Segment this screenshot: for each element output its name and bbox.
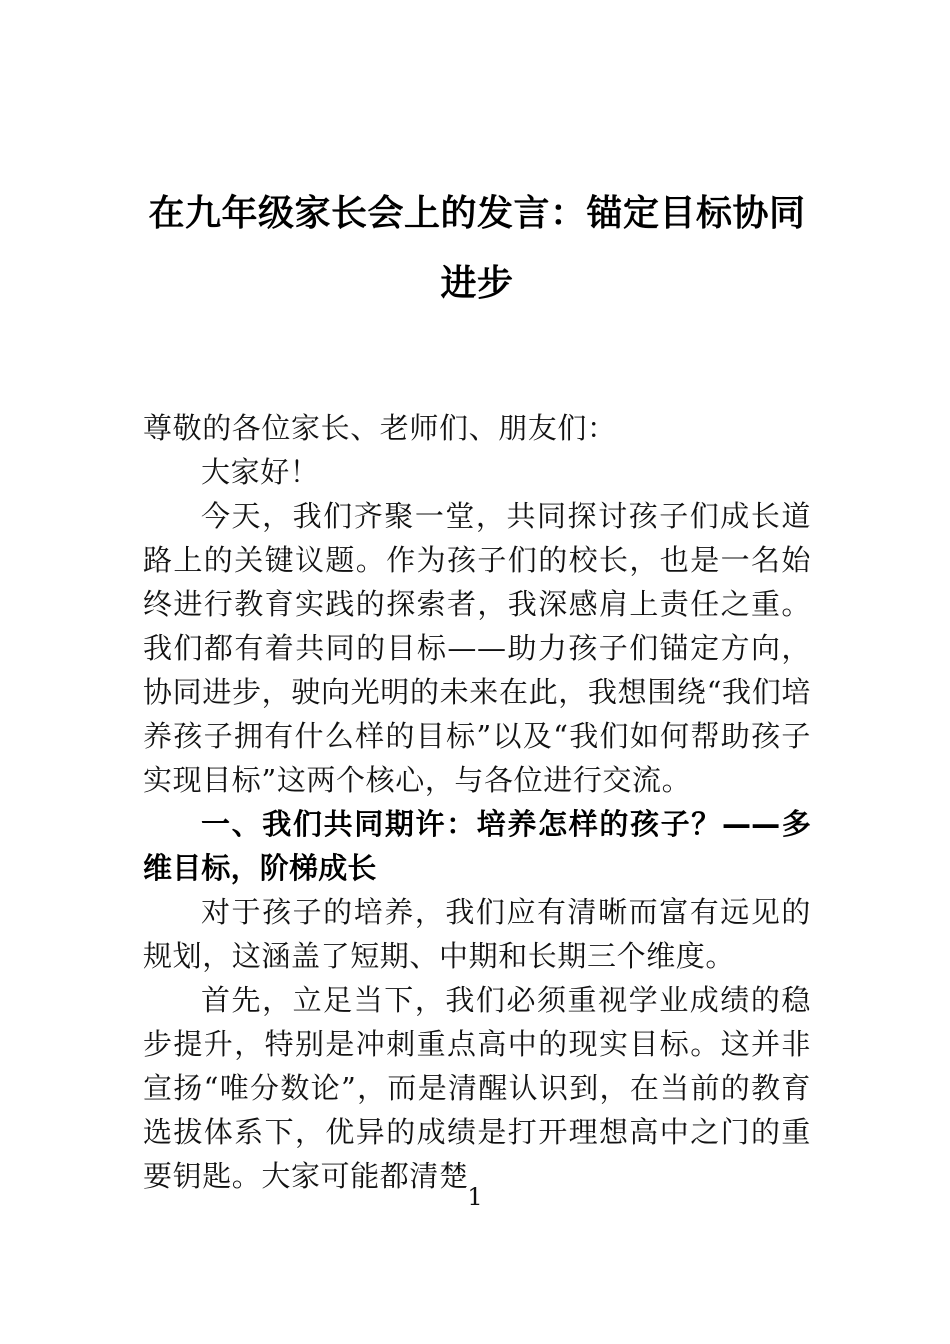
page-title: 在九年级家长会上的发言：锚定目标协同进步 bbox=[148, 192, 806, 304]
paragraph-greeting: 大家好！ bbox=[201, 455, 320, 489]
paragraph-opening: 今天，我们齐聚一堂，共同探讨孩子们成长道路上的关键议题。作为孩子们的校长，也是一名始终进行教育实践的探索者，我深感肩上责任之重。我们都有着共同的目标——助力孩子们锚定方向，协同进步，驶向光明的未来在此，我想围绕“我们培养孩子拥有什么样的目标”以及“我们如何帮助孩子实现目标”这两个核心，与各位进行交流。 bbox=[143, 499, 811, 797]
paragraph-cultivation: 对于孩子的培养，我们应有清晰而富有远见的规划，这涵盖了短期、中期和长期三个维度。 bbox=[143, 895, 811, 973]
document-body bbox=[143, 406, 811, 1198]
page-number: 1 bbox=[467, 1183, 483, 1211]
paragraph-short-term: 首先，立足当下，我们必须重视学业成绩的稳步提升，特别是冲刺重点高中的现实目标。这并非宣扬“唯分数论”，而是清醒认识到，在当前的教育选拔体系下，优异的成绩是打开理想高中之门的重要钥匙。大家可能都清楚 bbox=[143, 983, 811, 1193]
paragraph-salutation: 尊敬的各位家长、老师们、朋友们： bbox=[143, 411, 617, 445]
document-text-column bbox=[143, 0, 811, 1198]
section-heading-one: 一、我们共同期许：培养怎样的孩子？——多维目标，阶梯成长 bbox=[143, 807, 811, 885]
